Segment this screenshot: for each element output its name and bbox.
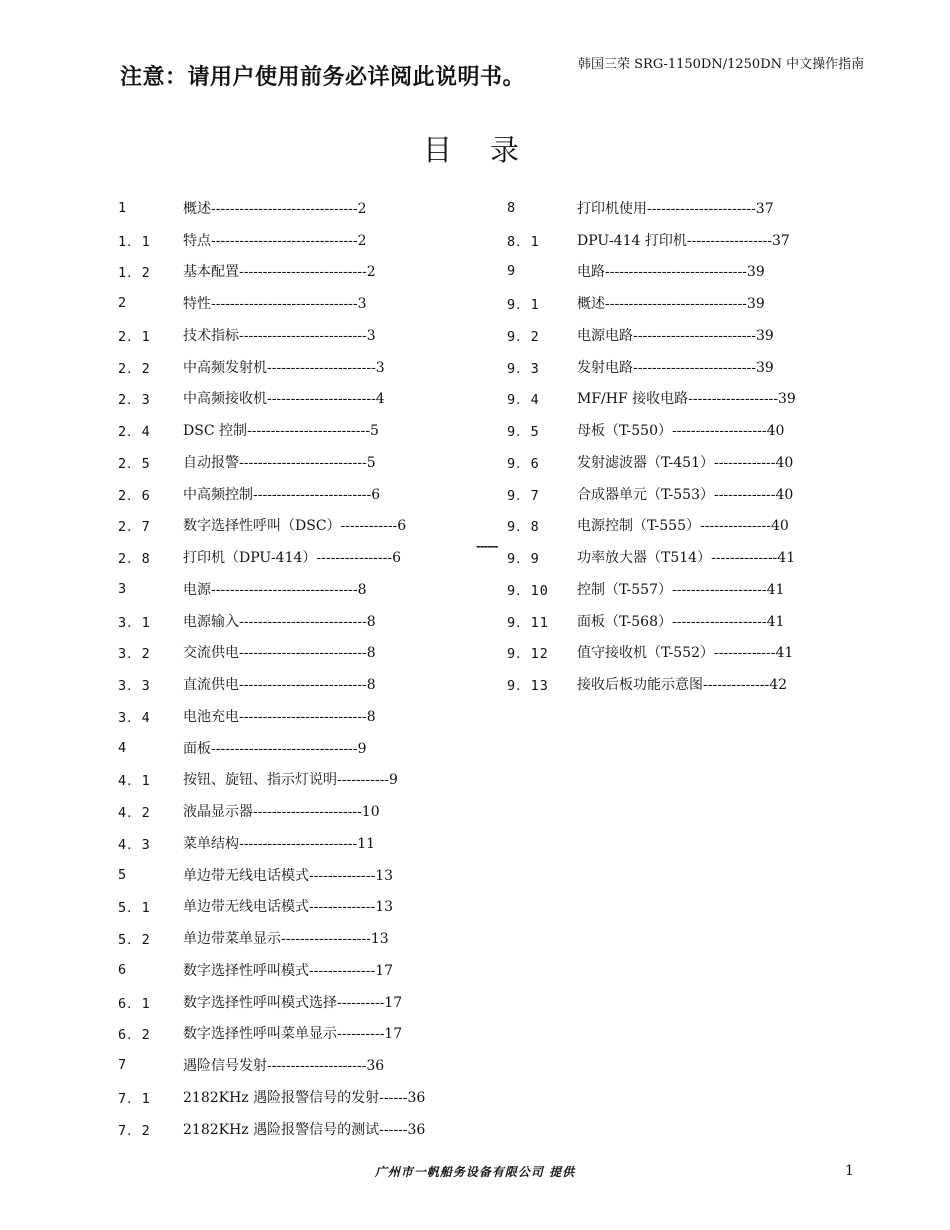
- toc-entry[interactable]: [118, 541, 463, 573]
- toc-entry-title: 中高频控制-------------------------6: [183, 486, 381, 503]
- page-number: 1: [845, 1163, 854, 1179]
- toc-entry[interactable]: [507, 573, 849, 605]
- toc-entry-title: 面板-------------------------------9: [183, 740, 367, 757]
- toc-entry-number: 3．4: [118, 709, 151, 726]
- toc-entry-number: 9．1: [507, 297, 540, 314]
- toc-entry-number: 9．7: [507, 487, 540, 504]
- toc-entry-number: 7．1: [118, 1090, 151, 1107]
- toc-entry-number: 9．3: [507, 360, 540, 377]
- toc-entry-title: 数字选择性呼叫模式--------------17: [183, 962, 394, 979]
- toc-entry[interactable]: [118, 510, 463, 542]
- toc-entry-title: 发射电路--------------------------39: [577, 359, 774, 376]
- toc-entry[interactable]: [118, 732, 463, 764]
- toc-entry-title: 母板（T-550）--------------------40: [577, 423, 785, 440]
- toc-entry-title: MF/HF 接收电路-------------------39: [577, 391, 796, 408]
- toc-entry-title: 基本配置---------------------------2: [183, 264, 376, 281]
- toc-entry[interactable]: [118, 256, 463, 288]
- toc-entry[interactable]: [118, 319, 463, 351]
- toc-entry-number: 9．4: [507, 392, 540, 409]
- toc-entry-number: 1．1: [118, 233, 151, 250]
- toc-entry-number: 2: [118, 295, 128, 312]
- toc-entry-number: 2．3: [118, 392, 151, 409]
- toc-entry-number: 9: [507, 263, 517, 280]
- toc-entry[interactable]: [507, 668, 849, 700]
- toc-entry-number: 9．6: [507, 455, 540, 472]
- toc-entry[interactable]: [507, 414, 849, 446]
- toc-entry-title: 电路------------------------------39: [577, 264, 765, 281]
- footer-company: 广州市一帆船务设备有限公司 提供: [374, 1165, 576, 1179]
- toc-entry-number: 9．2: [507, 328, 540, 345]
- toc-entry[interactable]: [118, 605, 463, 637]
- toc-entry-number: 4．1: [118, 773, 151, 790]
- toc-entry-title: 自动报警---------------------------5: [183, 454, 376, 471]
- toc-entry-title: 技术指标---------------------------3: [183, 327, 376, 344]
- toc-entry-number: 5: [118, 866, 128, 883]
- toc-entry[interactable]: [118, 668, 463, 700]
- toc-entry-number: 2．4: [118, 424, 151, 441]
- toc-entry-title: 遇险信号发射---------------------36: [183, 1058, 385, 1075]
- guide-title: 韩国三荣 SRG-1150DN/1250DN 中文操作指南: [578, 57, 865, 72]
- toc-entry-title: 打印机（DPU-414）----------------6: [183, 550, 401, 567]
- toc-entry-number: 3: [118, 580, 128, 597]
- toc-entry-title: 数字选择性呼叫模式选择----------17: [183, 994, 403, 1011]
- toc-entry-title: 2182KHz 遇险报警信号的发射------36: [183, 1089, 426, 1106]
- toc-entry[interactable]: [507, 383, 849, 415]
- toc-entry-number: 5．2: [118, 932, 151, 949]
- toc-entry[interactable]: [118, 192, 463, 224]
- toc-entry-number: 6．1: [118, 995, 151, 1012]
- toc-entry[interactable]: [118, 287, 463, 319]
- toc-entry[interactable]: [118, 827, 463, 859]
- toc-entry-number: 8．1: [507, 233, 540, 250]
- toc-entry[interactable]: [507, 510, 849, 542]
- toc-entry-number: 7: [118, 1057, 128, 1074]
- toc-entry-number: 6．2: [118, 1027, 151, 1044]
- toc-entry[interactable]: [118, 573, 463, 605]
- toc-entry-title: 单边带无线电话模式--------------13: [183, 899, 394, 916]
- toc-entry-title: 电源电路--------------------------39: [577, 327, 774, 344]
- toc-entry-title: 概述-------------------------------2: [183, 200, 367, 217]
- toc-left-column: [118, 192, 463, 1145]
- toc-entry[interactable]: [118, 637, 463, 669]
- toc-entry-number: 2．8: [118, 551, 151, 568]
- toc-entry-title: 单边带无线电话模式--------------13: [183, 867, 394, 884]
- toc-entry-number: 1: [118, 199, 128, 216]
- toc-entry-title: 接收后板功能示意图--------------42: [577, 677, 788, 694]
- toc-entry-title: 电源-------------------------------8: [183, 581, 367, 598]
- toc-entry-number: 2．2: [118, 360, 151, 377]
- toc-entry[interactable]: [507, 541, 849, 573]
- center-dash-mark: ------: [476, 540, 498, 553]
- toc-entry-title: 单边带菜单显示-------------------13: [183, 931, 389, 948]
- toc-entry-title: 功率放大器（T514）--------------41: [577, 550, 796, 567]
- toc-entry-title: 直流供电---------------------------8: [183, 677, 376, 694]
- toc-entry-title: 特性-------------------------------3: [183, 296, 367, 313]
- toc-entry[interactable]: [507, 256, 849, 288]
- toc-entry[interactable]: [118, 1049, 463, 1081]
- toc-entry-title: 电池充电---------------------------8: [183, 708, 376, 725]
- toc-title: 目录: [422, 133, 557, 167]
- toc-entry[interactable]: [118, 922, 463, 954]
- toc-entry-number: 4．3: [118, 836, 151, 853]
- toc-entry-number: 8: [507, 199, 517, 216]
- toc-entry[interactable]: [507, 605, 849, 637]
- toc-entry-number: 4: [118, 739, 128, 756]
- toc-entry[interactable]: [118, 954, 463, 986]
- toc-entry-number: 9．12: [507, 646, 549, 663]
- toc-entry-number: 3．2: [118, 646, 151, 663]
- toc-entry-number: 9．10: [507, 582, 549, 599]
- toc-entry[interactable]: [507, 319, 849, 351]
- toc-entry-title: 液晶显示器-----------------------10: [183, 804, 380, 821]
- toc-entry[interactable]: [507, 637, 849, 669]
- toc-entry-title: 合成器单元（T-553）-------------40: [577, 486, 794, 503]
- toc-entry[interactable]: [118, 1081, 463, 1113]
- toc-entry-number: 9．9: [507, 551, 540, 568]
- toc-entry-number: 2．5: [118, 455, 151, 472]
- toc-entry-title: 特点-------------------------------2: [183, 232, 367, 249]
- toc-entry-number: 6: [118, 961, 128, 978]
- toc-entry[interactable]: [507, 224, 849, 256]
- toc-entry-number: 4．2: [118, 805, 151, 822]
- toc-entry-title: 打印机使用-----------------------37: [577, 200, 774, 217]
- toc-entry-number: 9．5: [507, 424, 540, 441]
- toc-entry-title: DSC 控制--------------------------5: [183, 423, 379, 440]
- toc-entry-title: 数字选择性呼叫菜单显示----------17: [183, 1026, 403, 1043]
- toc-entry-title: 2182KHz 遇险报警信号的测试------36: [183, 1121, 426, 1138]
- toc-entry-title: 发射滤波器（T-451）-------------40: [577, 454, 794, 471]
- toc-entry-number: 1．2: [118, 265, 151, 282]
- toc-entry[interactable]: [118, 764, 463, 796]
- toc-entry-number: 3．3: [118, 678, 151, 695]
- toc-entry[interactable]: [118, 414, 463, 446]
- toc-entry-title: 菜单结构-------------------------11: [183, 835, 376, 852]
- toc-entry[interactable]: [118, 891, 463, 923]
- toc-entry-number: 9．8: [507, 519, 540, 536]
- toc-entry[interactable]: [118, 986, 463, 1018]
- toc-entry[interactable]: [118, 1113, 463, 1145]
- toc-entry[interactable]: [507, 192, 849, 224]
- toc-entry-number: 9．11: [507, 614, 549, 631]
- toc-entry-title: 数字选择性呼叫（DSC）------------6: [183, 518, 407, 535]
- toc-entry-title: 面板（T-568）--------------------41: [577, 613, 785, 630]
- toc-entry[interactable]: [507, 351, 849, 383]
- toc-entry-number: 2．7: [118, 519, 151, 536]
- toc-entry[interactable]: [118, 383, 463, 415]
- toc-right-column: [507, 192, 849, 700]
- toc-entry[interactable]: [118, 446, 463, 478]
- toc-entry[interactable]: [118, 859, 463, 891]
- toc-entry-title: 电源输入---------------------------8: [183, 613, 376, 630]
- toc-entry-number: 2．1: [118, 328, 151, 345]
- toc-entry-title: DPU-414 打印机------------------37: [577, 232, 790, 249]
- toc-entry-title: 概述------------------------------39: [577, 296, 765, 313]
- toc-entry[interactable]: [507, 446, 849, 478]
- toc-entry-number: 5．1: [118, 900, 151, 917]
- toc-entry[interactable]: [507, 478, 849, 510]
- toc-entry-title: 交流供电---------------------------8: [183, 645, 376, 662]
- toc-entry[interactable]: [118, 351, 463, 383]
- toc-entry-number: 3．1: [118, 614, 151, 631]
- toc-entry-number: 9．13: [507, 678, 549, 695]
- toc-entry-number: 2．6: [118, 487, 151, 504]
- toc-entry-title: 按钮、旋钮、指示灯说明-----------9: [183, 772, 398, 789]
- toc-entry-number: 7．2: [118, 1122, 151, 1139]
- toc-entry[interactable]: [118, 478, 463, 510]
- toc-entry-title: 控制（T-557）--------------------41: [577, 581, 785, 598]
- toc-entry-title: 中高频发射机-----------------------3: [183, 359, 385, 376]
- toc-entry[interactable]: [118, 700, 463, 732]
- toc-entry[interactable]: [118, 1018, 463, 1050]
- toc-entry[interactable]: [118, 795, 463, 827]
- toc-entry[interactable]: [507, 287, 849, 319]
- toc-entry-title: 中高频接收机-----------------------4: [183, 391, 385, 408]
- notice-heading: 注意：请用户使用前务必详阅此说明书。: [120, 65, 526, 90]
- toc-entry-title: 电源控制（T-555）---------------40: [577, 518, 789, 535]
- toc-entry-title: 值守接收机（T-552）-------------41: [577, 645, 794, 662]
- toc-entry[interactable]: [118, 224, 463, 256]
